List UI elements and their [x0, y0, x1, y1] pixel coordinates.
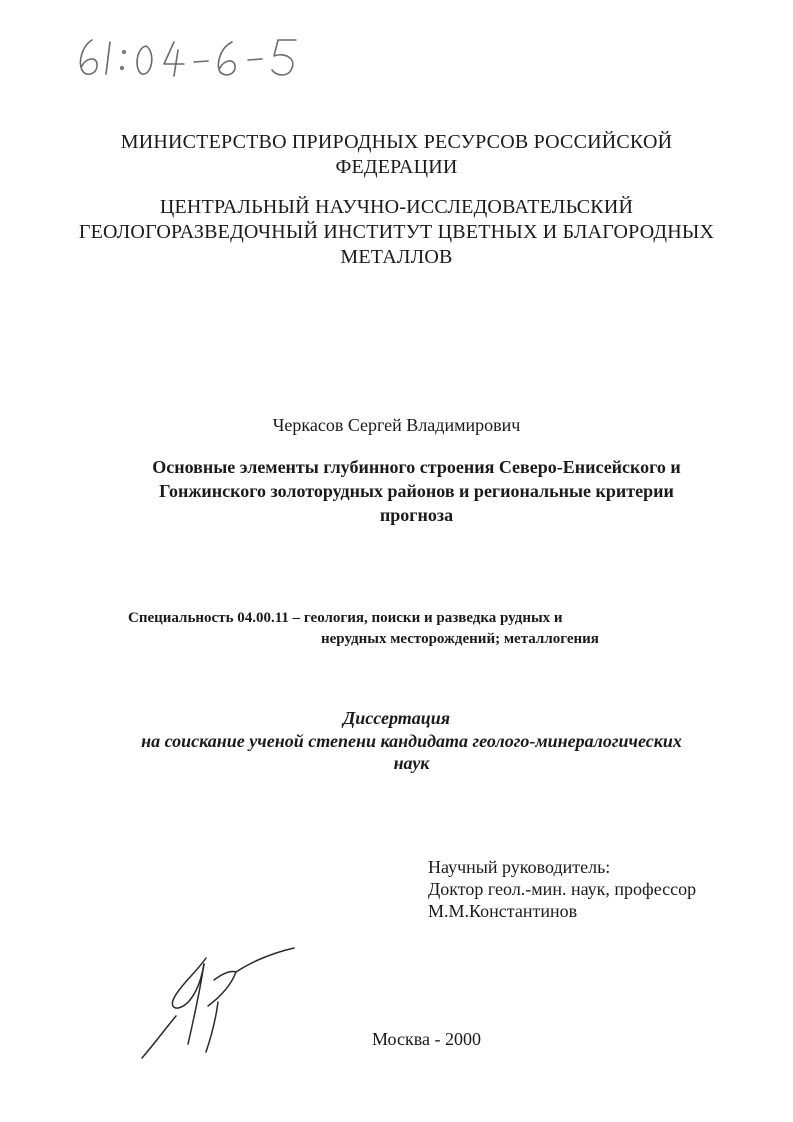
institute-heading — [0, 195, 793, 270]
dissertation-description — [30, 730, 793, 774]
dissertation-desc-line-1: на соискание ученой степени кандидата геолого-минералогических — [141, 731, 682, 751]
ministry-line-1: МИНИСТЕРСТВО ПРИРОДНЫХ РЕСУРСОВ РОССИЙСКОЙ — [120, 131, 673, 153]
specialty-line-1: Специальность 04.00.11 – геология, поиски и разведка рудных и — [128, 610, 563, 626]
dissertation-title — [40, 455, 793, 527]
dissertation-label: Диссертация — [342, 708, 451, 728]
supervisor-name: М.М.Константинов — [428, 901, 578, 921]
ministry-line-2: ФЕДЕРАЦИИ — [335, 156, 458, 178]
specialty-line-2: нерудных месторождений; металлогения — [321, 631, 599, 647]
supervisor-label: Научный руководитель: — [428, 857, 611, 877]
supervisor-block — [428, 856, 758, 922]
city-year: Москва - 2000 — [372, 1029, 481, 1049]
author-name: Черкасов Сергей Владимирович — [272, 415, 521, 435]
handwritten-catalog-mark — [70, 28, 330, 88]
institute-line-1: ЦЕНТРАЛЬНЫЙ НАУЧНО-ИССЛЕДОВАТЕЛЬСКИЙ — [159, 196, 634, 218]
ministry-heading — [0, 130, 793, 180]
title-line-2: Гонжинского золоторудных районов и региональные критерии — [159, 481, 674, 501]
title-line-3: прогноза — [379, 505, 454, 525]
supervisor-degree: Доктор геол.-мин. наук, профессор — [428, 879, 697, 899]
institute-line-2: ГЕОЛОГОРАЗВЕДОЧНЫЙ ИНСТИТУТ ЦВЕТНЫХ И БЛАГОРОДНЫХ — [78, 221, 715, 243]
dissertation-desc-line-2: наук — [393, 753, 430, 773]
title-line-1: Основные элементы глубинного строения Северо-Енисейского и — [152, 457, 681, 477]
institute-line-3: МЕТАЛЛОВ — [340, 246, 453, 268]
specialty — [128, 608, 688, 650]
author-signature — [118, 940, 308, 1070]
